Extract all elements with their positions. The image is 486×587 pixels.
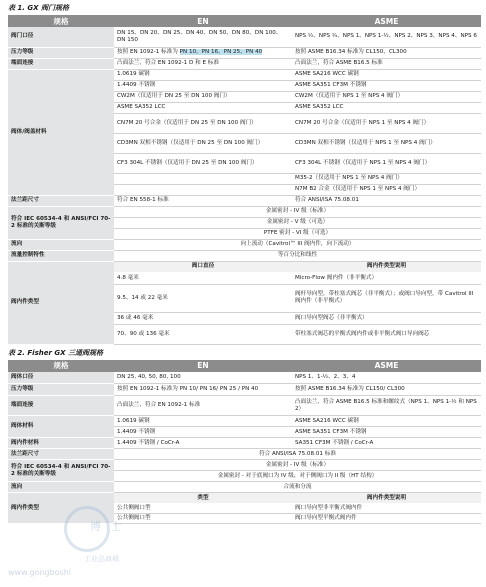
cell-span: 金属密封 - IV 级（标准） — [114, 206, 481, 217]
table-row — [8, 27, 481, 47]
header-asme: ASME — [292, 15, 481, 27]
table-row — [8, 69, 481, 80]
subheader-desc: 阀内件类型说明 — [292, 493, 481, 504]
table-row — [8, 482, 481, 493]
cell-en: 符合 EN 558-1 标准 — [114, 195, 292, 206]
cell-en: CD3MN 双相不锈钢（仅适用于 DN 25 至 DN 100 阀门） — [114, 133, 292, 153]
row-label: 符合 IEC 60534-4 和 ANSI/FCI 70-2 标准的关断等级 — [8, 460, 114, 482]
cell-span: 等百分比和线性 — [114, 250, 481, 261]
watermark-sub: 工业品商城 — [84, 555, 119, 563]
cell-asme: CD3MN 双相不锈钢（仅适用于 NPS 1 至 NPS 4 阀门） — [292, 133, 481, 153]
cell-desc: 带柱塞式阀芯的平衡式阀内件或非平衡式阀口导向阀芯 — [292, 324, 481, 344]
cell-en: 1.0619 碳钢 — [114, 416, 292, 427]
row-label: 阀内件材料 — [8, 438, 114, 449]
cell-en: 凸面法兰，符合 EN 1092-1 标准 — [114, 396, 292, 416]
table-row — [8, 58, 481, 69]
cell-en-empty — [114, 184, 292, 195]
header-asme: ASME — [292, 360, 481, 372]
header-en: EN — [114, 15, 292, 27]
table2-header-row — [8, 360, 481, 372]
subheader-type: 类型 — [114, 493, 292, 504]
cell-asme: 按照 ASME B16.34 标准为 CL150、CL300 — [292, 47, 481, 58]
cell-span: 符合 ANSI/ISA 75.08.01 标准 — [114, 449, 481, 460]
row-label: 流量控制特性 — [8, 250, 114, 261]
header-spec: 规格 — [8, 15, 114, 27]
table1-header-row — [8, 15, 481, 27]
cell-port: 70、90 或 136 毫米 — [114, 324, 292, 344]
cell-asme: ASME SA352 LCC — [292, 102, 481, 113]
cell-asme: SA351 CF3M 不锈钢 / CoCr-A — [292, 438, 481, 449]
row-label: 压力等级 — [8, 47, 114, 58]
cell-asme: ASME SA351 CF3M 不锈钢 — [292, 427, 481, 438]
cell-port: 9.5、14 或 22 毫米 — [114, 284, 292, 312]
row-label: 端面连接 — [8, 396, 114, 416]
cell-desc: Micro-Flow 阀内件（非平衡式） — [292, 272, 481, 284]
cell-en-empty — [114, 173, 292, 184]
document-page — [8, 4, 481, 524]
cell-asme: CN7M 20 号合金（仅适用于 NPS 1 至 NPS 4 阀门） — [292, 113, 481, 133]
table-row — [8, 195, 481, 206]
cell-span: 金属密封 - V 级（可选） — [114, 217, 481, 228]
row-label: 流向 — [8, 482, 114, 493]
cell-asme: ASME SA216 WCC 碳钢 — [292, 416, 481, 427]
cell-asme: 按照 ASME B16.34 标准为 CL150/ CL300 — [292, 384, 481, 396]
cell-desc: 阀口导向型非平衡式阀内件 — [292, 504, 481, 514]
pressure-highlight: PN 10、PN 16、PN 25、PN 40 — [179, 49, 263, 55]
table-row — [8, 384, 481, 396]
cell-desc: 阀口导向型阀芯（非平衡式） — [292, 312, 481, 324]
subheader-port: 阀口直径 — [114, 261, 292, 272]
table2-caption: 表 2. Fisher GX 三通阀规格 — [8, 348, 103, 357]
cell-asme: 凸面法兰，符合 ASME B16.5 标准 — [292, 58, 481, 69]
header-spec: 规格 — [8, 360, 114, 372]
cell-en: DN 15、DN 20、DN 25、DN 40、DN 50、DN 80、DN 100、DN 150 — [114, 27, 292, 47]
cell-type: 公共侧阀口型 — [114, 514, 292, 524]
row-label: 阀体材料 — [8, 416, 114, 438]
cell-en: CF3 304L 不锈钢（仅适用于 DN 25 至 DN 100 阀门） — [114, 153, 292, 173]
row-label: 法兰距尺寸 — [8, 449, 114, 460]
row-label: 压力等级 — [8, 384, 114, 396]
cell-en: 按照 EN 1092-1 标准为 PN 10/ PN 16/ PN 25 / PN 40 — [114, 384, 292, 396]
cell-asme: NPS ½、NPS ¾、NPS 1、NPS 1-½、NPS 2、NPS 3、NPS 4、NPS 6 — [292, 27, 481, 47]
cell-asme: N7M B2 合金（仅适用于 NPS 1 至 NPS 4 阀门） — [292, 184, 481, 195]
row-label: 符合 IEC 60534-4 和 ANSI/FCI 70-2 标准的关断等级 — [8, 206, 114, 239]
cell-span: 向上流动（Cavitrol™ III 阀内件，向下流动） — [114, 239, 481, 250]
row-label: 端面连接 — [8, 58, 114, 69]
table2 — [8, 360, 481, 525]
cell-asme: M35-2（仅适用于 NPS 1 至 NPS 4 阀门） — [292, 173, 481, 184]
row-label: 阀体/阀盖材料 — [8, 69, 114, 195]
table-row — [8, 239, 481, 250]
cell-desc: 阀杆导向型，带柱塞式阀芯（非平衡式）；或阀口导向型，带 Cavitrol III 阀内件（非平衡式） — [292, 284, 481, 312]
row-label: 法兰距尺寸 — [8, 195, 114, 206]
table-row — [8, 206, 481, 217]
table-row — [8, 396, 481, 416]
row-label: 阀内件类型 — [8, 261, 114, 344]
cell-asme: ASME SA216 WCC 碳钢 — [292, 69, 481, 80]
cell-en: 1.4409 不锈钢 — [114, 427, 292, 438]
cell-asme: CF3 304L 不锈钢（仅适用于 NPS 1 至 NPS 4 阀门） — [292, 153, 481, 173]
row-label: 阀体口径 — [8, 372, 114, 384]
watermark-brand: 博 士 — [90, 520, 125, 533]
watermark-url: www.gongboshi — [8, 568, 71, 577]
row-label: 阀内件类型 — [8, 493, 114, 524]
cell-en: DN 25, 40, 50, 80, 100 — [114, 372, 292, 384]
cell-en: CN7M 20 号合金（仅适用于 DN 25 至 DN 100 阀门） — [114, 113, 292, 133]
table-row — [8, 47, 481, 58]
header-en: EN — [114, 360, 292, 372]
row-label: 阀门口径 — [8, 27, 114, 47]
cell-asme: CW2M（仅适用于 NPS 1 至 NPS 4 阀门） — [292, 91, 481, 102]
table-row — [8, 460, 481, 471]
cell-desc: 阀口导向型平衡式阀内件 — [292, 514, 481, 524]
cell-port: 4.8 毫米 — [114, 272, 292, 284]
cell-span: 金属密封 - 对于底阀口为 IV 级，对于侧阀口为 II 级（HT 结构） — [114, 471, 481, 482]
cell-en: 1.4409 不锈钢 — [114, 80, 292, 91]
cell-type: 公共侧阀口型 — [114, 504, 292, 514]
table-row — [8, 261, 481, 272]
table-row — [8, 250, 481, 261]
cell-en: ASME SA352 LCC — [114, 102, 292, 113]
table-row — [8, 438, 481, 449]
subheader-desc: 阀内件类型说明 — [292, 261, 481, 272]
cell-en: 1.4409 不锈钢 / CoCr-A — [114, 438, 292, 449]
cell-span: PTFE 密封 - VI 级（可选） — [114, 228, 481, 239]
pressure-text: 按照 EN 1092-1 标准为 — [117, 49, 180, 55]
table-row — [8, 416, 481, 427]
cell-en: 1.0619 碳钢 — [114, 69, 292, 80]
table-row — [8, 449, 481, 460]
cell-asme: 符合 ANSI/ISA 75.08.01 — [292, 195, 481, 206]
cell-span: 合流和分流 — [114, 482, 481, 493]
cell-en: CW2M（仅适用于 DN 25 至 DN 100 阀门） — [114, 91, 292, 102]
cell-en: 凸面法兰，符合 EN 1092-1 D 和 E 标准 — [114, 58, 292, 69]
row-label: 流向 — [8, 239, 114, 250]
table-row — [8, 372, 481, 384]
table1 — [8, 15, 481, 345]
cell-asme: NPS 1、1-½、2、3、4 — [292, 372, 481, 384]
cell-asme: ASME SA351 CF3M 不锈钢 — [292, 80, 481, 91]
cell-span: 金属密封 - IV 级（标准） — [114, 460, 481, 471]
cell-asme: 凸面法兰，符合 ASME B16.5 标准和螺纹式（NPS 1、NPS 1-½ 和 NPS 2） — [292, 396, 481, 416]
cell-en — [114, 47, 292, 58]
cell-port: 36 或 46 毫米 — [114, 312, 292, 324]
table1-caption: 表 1. GX 阀门规格 — [8, 4, 69, 12]
table-row — [8, 493, 481, 504]
